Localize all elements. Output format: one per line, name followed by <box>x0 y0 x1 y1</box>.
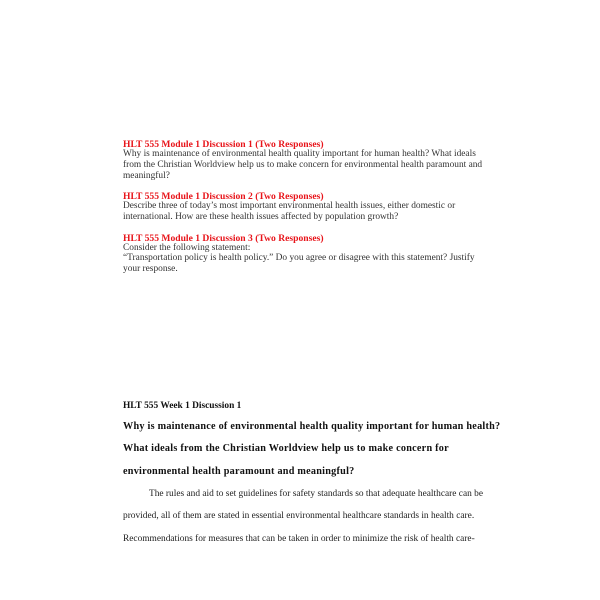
body-line: provided, all of them are stated in essential environmental healthcare standards in health care. <box>123 511 475 521</box>
discussion-1-text: meaningful? <box>123 171 170 181</box>
body-line: The rules and aid to set guidelines for safety standards so that adequate healthcare can be <box>149 489 483 499</box>
question-line: Why is maintenance of environmental health quality important for human health? <box>123 421 501 432</box>
question-line: environmental health paramount and meaningful? <box>123 466 355 477</box>
week-discussion-heading: HLT 555 Week 1 Discussion 1 <box>123 401 242 411</box>
discussion-1-text: Why is maintenance of environmental health quality important for human health? What ideals <box>123 149 476 159</box>
discussion-1-text: from the Christian Worldview help us to make concern for environmental health paramount and <box>123 160 483 170</box>
discussion-1-title: HLT 555 Module 1 Discussion 1 (Two Responses) <box>123 139 324 150</box>
question-line: What ideals from the Christian Worldview help us to make concern for <box>123 443 449 454</box>
discussion-2-text: international. How are these health issues affected by population growth? <box>123 212 399 222</box>
discussion-3-text: Consider the following statement: <box>123 243 251 253</box>
discussion-3-text: your response. <box>123 264 178 274</box>
body-line: Recommendations for measures that can be taken in order to minimize the risk of health care- <box>123 534 475 544</box>
discussion-2-title: HLT 555 Module 1 Discussion 2 (Two Responses) <box>123 191 324 202</box>
discussion-2-text: Describe three of today’s most important environmental health issues, either domestic or <box>123 201 456 211</box>
discussion-3-title: HLT 555 Module 1 Discussion 3 (Two Responses) <box>123 233 324 244</box>
discussion-3-text: “Transportation policy is health policy.” Do you agree or disagree with this statement? Justify <box>123 253 475 263</box>
